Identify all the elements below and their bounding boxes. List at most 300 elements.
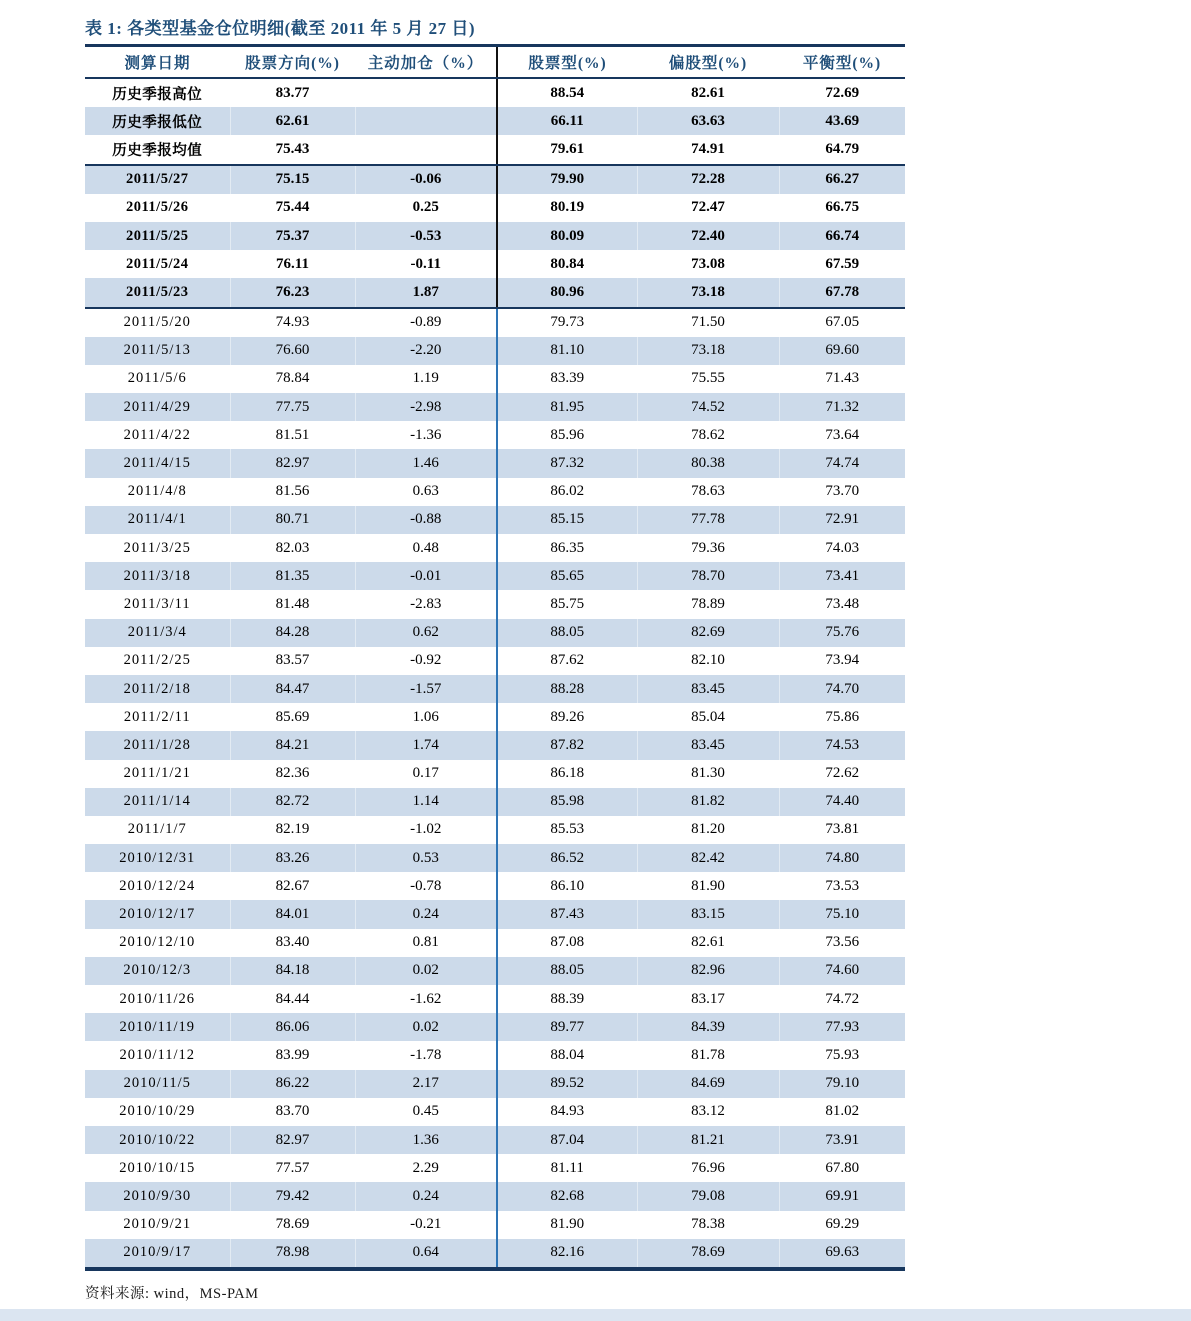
value-cell: 83.57 [230,647,355,675]
value-cell: 81.02 [825,1103,860,1120]
value-cell: 83.99 [230,1041,355,1069]
value-cell: 87.32 [497,449,637,477]
value-cell: 83.77 [230,78,355,107]
value-cell: 67.78 [779,278,905,307]
value-cell: 82.61 [637,929,779,957]
history-row [85,1126,905,1154]
value-cell: 81.95 [497,393,637,421]
value-cell: 82.61 [637,78,779,107]
value-cell: 83.45 [637,675,779,703]
value-cell: 66.11 [497,107,637,135]
value-cell: 81.20 [637,816,779,844]
value-cell: -2.20 [355,337,497,365]
value-cell: 85.96 [497,421,637,449]
history-row [85,337,905,365]
value-cell: 75.44 [230,194,355,222]
value-cell: -0.89 [355,308,497,337]
row-label-cell: 2011/5/24 [85,250,230,278]
history-row [85,844,905,872]
value-cell: 73.18 [637,337,779,365]
value-cell [355,135,497,164]
value-cell: 82.19 [230,816,355,844]
value-cell: 78.69 [637,1239,779,1269]
value-cell: 73.91 [779,1126,905,1154]
history-row [85,872,905,900]
row-label-cell: 2011/5/13 [85,337,230,365]
value-cell: 88.39 [497,985,637,1013]
row-label-cell: 2010/11/12 [85,1041,230,1069]
value-cell: 85.65 [497,562,637,590]
row-label-cell: 2010/9/30 [85,1182,230,1210]
history-row [85,957,905,985]
value-cell: 1.14 [355,788,497,816]
row-label-cell: 2010/10/15 [85,1154,230,1182]
value-cell: 77.78 [637,506,779,534]
value-cell: 72.62 [825,765,860,782]
value-cell: 0.62 [355,619,497,647]
value-cell: 85.15 [497,506,637,534]
history-row [85,365,905,393]
row-label-cell: 2011/4/1 [85,506,230,534]
value-cell: 83.40 [230,929,355,957]
value-cell: 43.69 [779,107,905,135]
history-row [85,449,905,477]
value-cell: 72.28 [637,165,779,194]
value-cell: -0.92 [355,647,497,675]
row-label-cell: 2010/12/24 [85,872,230,900]
value-cell: -0.21 [355,1211,497,1239]
value-cell: -0.06 [355,165,497,194]
value-cell [355,107,497,135]
value-cell: 83.12 [637,1098,779,1126]
value-cell: 72.47 [637,194,779,222]
column-header-date: 测算日期 [85,46,230,79]
history-row [85,1154,905,1182]
value-cell: 75.86 [825,708,860,725]
value-cell: 67.59 [825,255,860,272]
value-cell: 1.87 [355,278,497,307]
row-label-cell: 2011/5/27 [85,165,230,194]
value-cell: 0.45 [355,1098,497,1126]
history-row [85,647,905,675]
row-label-cell: 2011/3/11 [85,590,230,618]
value-cell: 81.11 [497,1154,637,1182]
value-cell: 78.69 [230,1211,355,1239]
row-label-cell: 2011/1/14 [85,788,230,816]
history-row [85,1239,905,1269]
value-cell: 76.96 [637,1154,779,1182]
value-cell: 79.08 [637,1182,779,1210]
history-row [85,760,905,788]
row-label-cell: 历史季报高位 [85,78,230,107]
row-label-cell: 2011/2/25 [85,647,230,675]
value-cell: 78.70 [637,562,779,590]
value-cell: 66.27 [779,165,905,194]
value-cell: 63.63 [637,107,779,135]
value-cell: -2.83 [355,590,497,618]
value-cell: 88.28 [497,675,637,703]
value-cell: 74.91 [637,135,779,164]
value-cell: 73.70 [825,483,860,500]
value-cell: 73.94 [825,652,860,669]
value-cell: 84.01 [230,900,355,928]
value-cell: 83.39 [497,365,637,393]
value-cell: 86.35 [497,534,637,562]
history-row [85,1070,905,1098]
value-cell: 81.90 [497,1211,637,1239]
value-cell: 85.53 [497,816,637,844]
history-row [85,929,905,957]
value-cell: 82.03 [230,534,355,562]
row-label-cell: 2011/3/18 [85,562,230,590]
row-label-cell: 2011/5/6 [85,365,230,393]
value-cell: 66.74 [779,222,905,250]
row-label-cell: 2011/1/21 [85,760,230,788]
recent-row [85,250,905,278]
value-cell: 72.91 [779,506,905,534]
value-cell: 73.41 [779,562,905,590]
value-cell: 85.04 [637,703,779,731]
page-title: 表 1: 各类型基金仓位明细(截至 2011 年 5 月 27 日) [85,19,476,38]
value-cell: 84.69 [637,1070,779,1098]
value-cell: 81.90 [637,872,779,900]
value-cell: 85.75 [497,590,637,618]
value-cell: 83.45 [637,731,779,759]
row-label-cell: 2011/2/11 [85,703,230,731]
value-cell: 82.42 [637,844,779,872]
value-cell: 74.80 [779,844,905,872]
value-cell: 89.52 [497,1070,637,1098]
value-cell: 76.11 [230,250,355,278]
summary-row [85,135,905,164]
history-row [85,731,905,759]
value-cell: 0.64 [355,1239,497,1269]
recent-row [85,278,905,307]
value-cell: 78.62 [637,421,779,449]
value-cell: 74.40 [779,788,905,816]
recent-row [85,165,905,194]
value-cell: 78.98 [230,1239,355,1269]
history-row [85,816,905,844]
value-cell: 81.56 [230,478,355,506]
value-cell: 0.24 [355,1182,497,1210]
value-cell: 81.30 [637,760,779,788]
value-cell: 62.61 [230,107,355,135]
value-cell: 88.54 [497,78,637,107]
value-cell: 69.29 [825,1216,860,1233]
history-row [85,506,905,534]
row-label-cell: 2011/3/4 [85,619,230,647]
value-cell: 88.05 [497,957,637,985]
recent-row [85,222,905,250]
value-cell: 82.72 [230,788,355,816]
value-cell: 82.69 [637,619,779,647]
row-label-cell: 2010/11/5 [85,1070,230,1098]
value-cell: 82.36 [230,760,355,788]
value-cell: 73.56 [825,934,860,951]
value-cell: 1.46 [355,449,497,477]
value-cell: 84.21 [230,731,355,759]
row-label-cell: 2010/11/26 [85,985,230,1013]
value-cell: 1.36 [355,1126,497,1154]
value-cell: 83.15 [637,900,779,928]
history-row [85,1013,905,1041]
column-header-stock-direction: 股票方向(%) [230,46,355,79]
header-row [85,46,905,79]
value-cell: 73.18 [637,278,779,307]
value-cell: 0.17 [355,760,497,788]
value-cell: 81.78 [637,1041,779,1069]
history-row [85,788,905,816]
history-row [85,1098,905,1126]
value-cell: 84.93 [497,1098,637,1126]
value-cell: 77.75 [230,393,355,421]
history-row [85,562,905,590]
value-cell: 83.26 [230,844,355,872]
value-cell: 84.28 [230,619,355,647]
value-cell: 74.93 [230,308,355,337]
history-row [85,478,905,506]
value-cell: 74.74 [779,449,905,477]
value-cell: 67.05 [825,314,860,331]
row-label-cell: 2011/3/25 [85,534,230,562]
value-cell: 0.53 [355,844,497,872]
history-row [85,985,905,1013]
value-cell: 72.69 [825,84,860,101]
row-label-cell: 2011/4/22 [85,421,230,449]
value-cell: 74.53 [779,731,905,759]
value-cell: 89.77 [497,1013,637,1041]
row-label-cell: 2011/5/25 [85,222,230,250]
value-cell: 84.44 [230,985,355,1013]
value-cell: 64.79 [779,135,905,164]
value-cell: 0.48 [355,534,497,562]
value-cell: 82.16 [497,1239,637,1269]
data-source-note: 资料来源: wind，MS-PAM [85,1286,259,1302]
column-header-equity-biased-type: 偏股型(%) [637,46,779,79]
value-cell: 83.17 [637,985,779,1013]
value-cell: 80.09 [497,222,637,250]
value-cell: -1.57 [355,675,497,703]
value-cell: 71.50 [637,308,779,337]
value-cell: 76.23 [230,278,355,307]
history-row [85,421,905,449]
value-cell: 81.35 [230,562,355,590]
value-cell: 83.70 [230,1098,355,1126]
value-cell: 78.84 [230,365,355,393]
value-cell: 80.38 [637,449,779,477]
row-label-cell: 2011/5/20 [85,308,230,337]
table-body [85,78,905,1269]
value-cell: 0.81 [355,929,497,957]
history-row [85,703,905,731]
value-cell: 71.43 [825,370,860,387]
value-cell: 69.63 [779,1239,905,1269]
history-row [85,1211,905,1239]
value-cell: 84.47 [230,675,355,703]
value-cell: 71.32 [779,393,905,421]
value-cell: 81.51 [230,421,355,449]
value-cell: 81.48 [230,590,355,618]
value-cell: 80.96 [497,278,637,307]
value-cell: 87.04 [497,1126,637,1154]
value-cell: 84.18 [230,957,355,985]
value-cell: 82.10 [637,647,779,675]
row-label-cell: 历史季报均值 [85,135,230,164]
history-row [85,534,905,562]
value-cell: 75.76 [779,619,905,647]
value-cell: 75.93 [825,1046,860,1063]
value-cell: 75.43 [230,135,355,164]
value-cell: 74.52 [637,393,779,421]
value-cell: 73.53 [825,877,860,894]
row-label-cell: 2011/4/29 [85,393,230,421]
value-cell: 88.05 [497,619,637,647]
value-cell: -0.53 [355,222,497,250]
value-cell: 69.60 [779,337,905,365]
value-cell: 0.24 [355,900,497,928]
row-label-cell: 2011/4/8 [85,478,230,506]
value-cell: 1.06 [355,703,497,731]
value-cell: 73.08 [637,250,779,278]
history-row [85,590,905,618]
summary-row [85,107,905,135]
value-cell: 80.71 [230,506,355,534]
value-cell: -0.01 [355,562,497,590]
value-cell: 81.10 [497,337,637,365]
value-cell: 2.29 [355,1154,497,1182]
row-label-cell: 2011/1/28 [85,731,230,759]
value-cell: 69.91 [779,1182,905,1210]
value-cell: 0.02 [355,1013,497,1041]
row-label-cell: 2011/2/18 [85,675,230,703]
value-cell: 84.39 [637,1013,779,1041]
value-cell: 73.48 [825,595,860,612]
value-cell: 87.82 [497,731,637,759]
value-cell: 82.96 [637,957,779,985]
value-cell: 80.19 [497,194,637,222]
value-cell: 86.18 [497,760,637,788]
row-label-cell: 2011/1/7 [85,816,230,844]
recent-row [85,194,905,222]
value-cell: 0.25 [355,194,497,222]
value-cell: 78.63 [637,478,779,506]
value-cell: 74.60 [779,957,905,985]
data-table [85,44,905,1271]
value-cell: 86.22 [230,1070,355,1098]
history-row [85,675,905,703]
summary-row [85,78,905,107]
value-cell: 85.69 [230,703,355,731]
value-cell: 89.26 [497,703,637,731]
value-cell: 75.55 [637,365,779,393]
row-label-cell: 2010/12/10 [85,929,230,957]
column-header-active-change: 主动加仓（%） [355,46,497,79]
value-cell: 79.36 [637,534,779,562]
value-cell: -2.98 [355,393,497,421]
value-cell: 75.37 [230,222,355,250]
value-cell: 76.60 [230,337,355,365]
value-cell: 74.03 [825,539,860,556]
value-cell: 75.15 [230,165,355,194]
value-cell: 79.42 [230,1182,355,1210]
value-cell: 82.67 [230,872,355,900]
value-cell: 80.84 [497,250,637,278]
page-bottom-bar [0,1309,1191,1321]
value-cell: 82.97 [230,1126,355,1154]
row-label-cell: 历史季报低位 [85,107,230,135]
value-cell: 1.19 [355,365,497,393]
value-cell: 86.02 [497,478,637,506]
value-cell: -0.78 [355,872,497,900]
value-cell: 0.63 [355,478,497,506]
value-cell: 86.10 [497,872,637,900]
value-cell: 87.08 [497,929,637,957]
value-cell [355,78,497,107]
column-header-stock-type: 股票型(%) [497,46,637,79]
value-cell: 85.98 [497,788,637,816]
value-cell: 73.81 [825,821,860,838]
value-cell: 86.52 [497,844,637,872]
value-cell: 78.89 [637,590,779,618]
value-cell: 74.70 [779,675,905,703]
value-cell: 79.61 [497,135,637,164]
value-cell: 82.97 [230,449,355,477]
row-label-cell: 2010/12/17 [85,900,230,928]
value-cell: 81.82 [637,788,779,816]
value-cell: 87.62 [497,647,637,675]
value-cell: 73.64 [825,426,860,443]
value-cell: -1.36 [355,421,497,449]
column-header-balanced-type: 平衡型(%) [779,46,905,79]
value-cell: 82.68 [497,1182,637,1210]
row-label-cell: 2010/12/31 [85,844,230,872]
row-label-cell: 2010/9/21 [85,1211,230,1239]
row-label-cell: 2011/5/23 [85,278,230,307]
row-label-cell: 2010/12/3 [85,957,230,985]
value-cell: 0.02 [355,957,497,985]
value-cell: 88.04 [497,1041,637,1069]
value-cell: 67.80 [825,1159,860,1176]
value-cell: -0.88 [355,506,497,534]
history-row [85,900,905,928]
row-label-cell: 2010/10/29 [85,1098,230,1126]
value-cell: 77.93 [779,1013,905,1041]
row-label-cell: 2011/4/15 [85,449,230,477]
value-cell: 2.17 [355,1070,497,1098]
history-row [85,1041,905,1069]
history-row [85,1182,905,1210]
value-cell: 86.06 [230,1013,355,1041]
value-cell: -0.11 [355,250,497,278]
history-row [85,619,905,647]
value-cell: -1.02 [355,816,497,844]
history-row [85,308,905,337]
row-label-cell: 2010/11/19 [85,1013,230,1041]
fund-position-table [85,44,905,1271]
value-cell: 79.73 [497,308,637,337]
row-label-cell: 2010/10/22 [85,1126,230,1154]
value-cell: 78.38 [637,1211,779,1239]
value-cell: 81.21 [637,1126,779,1154]
value-cell: 74.72 [825,990,860,1007]
value-cell: -1.78 [355,1041,497,1069]
value-cell: -1.62 [355,985,497,1013]
value-cell: 79.90 [497,165,637,194]
value-cell: 77.57 [230,1154,355,1182]
value-cell: 87.43 [497,900,637,928]
value-cell: 66.75 [825,199,860,216]
